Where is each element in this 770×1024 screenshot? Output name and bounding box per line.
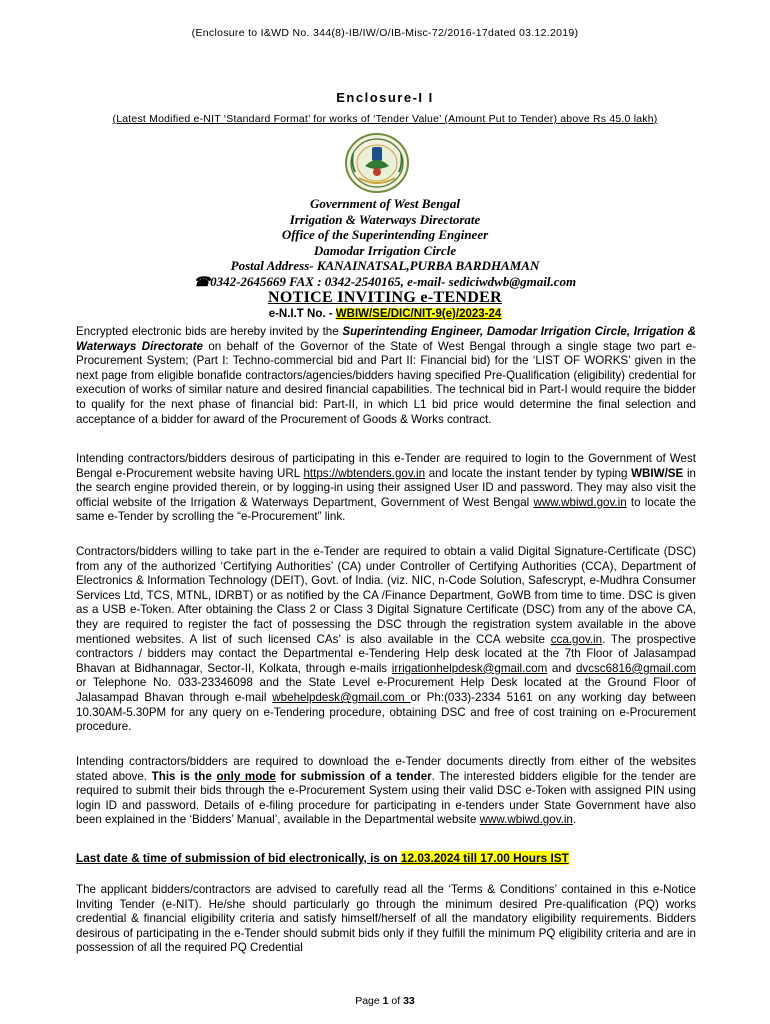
notice-title: NOTICE INVITING e-TENDER (268, 289, 502, 306)
text-run: and locate the instant tender by typing (425, 466, 632, 480)
wbiwd-link[interactable]: www.wbiwd.gov.in (533, 495, 627, 509)
page-number: 1 (382, 995, 389, 1007)
contact-line (0, 274, 770, 290)
irrigation-helpdesk-email[interactable]: irrigationhelpdesk@gmail.com (391, 661, 548, 675)
text-run: . The interested bidders eligible for the tender are required to submit their bids through the e-Procurement System using their valid DSC e-Token with assigned PIN using login ID and password. Details of e-filing procedure for participating in e-tenders under State Government have also been explained in the ‘Bidders’ Manual’, available in the Departmental website (76, 769, 696, 827)
government-name: Government of West Bengal (309, 196, 461, 211)
circle-name: Damodar Irrigation Circle (313, 242, 457, 258)
page-total: 33 (403, 995, 415, 1007)
text-run: and (547, 661, 576, 675)
paragraph-login (76, 452, 696, 525)
office-name: Office of the Superintending Engineer (281, 227, 489, 243)
text-run: Page (355, 995, 383, 1007)
text-run: to locate the same e-Tender by scrolling the “e-Procurement” link. (76, 495, 696, 524)
wbiwd-link[interactable]: www.wbiwd.gov.in (479, 813, 573, 827)
text-run: on behalf of the Governor of the State of West Bengal through a single stage two part e-Procurement System; (Part I: Techno-commercial bid and Part II: Financial bid) for the ‘LIST OF WORKS’ given in the next page from eligible bonafide contractors/agencies/bidders having specified Pre-Qualification (eligibility) credential for execution of works of similar nature and desired financial capabilities. The technical bid in Part-I would require the bidder to qualify for the next phase of financial bid: Part-II, in which L1 bid price would determine the final selection and acceptance of a bidder for award of the Procurement of Goods & Works contract. (76, 339, 697, 426)
nit-number-line (0, 308, 770, 320)
text-run: of (388, 995, 404, 1007)
enclosure-reference: (Enclosure to I&WD No. 344(8)-IB/IW/O/IB-Misc-72/2016-17dated 03.12.2019) (191, 27, 579, 39)
text-run: Intending contractors/bidders desirous of participating in this e-Tender are required to login to the Government of West Bengal e-Procurement website having URL (76, 452, 696, 480)
wbtenders-link[interactable]: https://wbtenders.gov.in (303, 466, 426, 480)
text-run: or Ph:(033)-2334 5161 on any working day between 10.30AM-5.30PM for any query on e-Tendering procedure, obtaining DSC and free of cost training on e-Procurement procedure. (76, 690, 696, 734)
wbe-helpdesk-email[interactable]: wbehelpdesk@gmail.com (272, 690, 411, 704)
submission-deadline (76, 851, 696, 865)
paragraph-invitation (76, 325, 696, 427)
contact-details: 0342-2645669 FAX : 0342-2540165, e-mail- sediciwdwb@gmail.com (210, 273, 577, 289)
text-run: . (572, 813, 577, 827)
text-run: Contractors/bidders willing to take part in the e-Tender are required to obtain a valid Digital Signature-Certificate (DSC) from any of the authorized ‘Certifying Authorities’ (CA) under Controller of Certifying Authorities (CCA), Department of Electronics & Information Technology (DEIT), Govt. of India. (viz. NIC, n-Code Solution, Safescrypt, e-Mudhra Consumer Services Ltd, TCS, MTNL, IDRBT) or as notified by the CA /Finance Department, GoWB from time to time. DSC is given as a USB e-Token. After obtaining the Class 2 or Class 3 Digital Signature Certificate (DSC) from any of the above CA, they are required to register the fact of possessing the DSC through the registration system available in the above mentioned websites. A list of such licensed CAs’ is also available in the CCA website (76, 545, 696, 646)
only-mode-text: only mode (216, 769, 276, 783)
search-code: WBIW/SE (631, 466, 684, 480)
text-run: Encrypted electronic bids are hereby invited by the (76, 325, 343, 338)
text-run: in the search engine provided therein, or by logging-in using their assigned User ID and password. They may also visit the official website of the Irrigation & Waterways Department, Government of West Bengal (76, 466, 696, 509)
dvcsc-email[interactable]: dvcsc6816@gmail.com (575, 661, 696, 675)
text-run: Intending contractors/bidders are required to download the e-Tender documents directly from either of the websites stated above. (76, 755, 696, 783)
telephone-icon: ☎ (193, 273, 211, 289)
only-mode-statement (152, 770, 432, 783)
text-run: This is the (151, 769, 217, 783)
page-footer (0, 995, 770, 1007)
text-run: or Telephone No. 033-23346098 and the State Level e-Procurement Help Desk located at the Ground Floor of Jalasampad Bhavan through e-mail (76, 676, 696, 704)
deadline-label: Last date & time of submission of bid electronically, is on (76, 851, 401, 865)
nit-number: WBIW/SE/DIC/NIT-9(e)/2023-24 (335, 308, 502, 320)
postal-address: Postal Address- KANAINATSAL,PURBA BARDHAMAN (230, 258, 540, 274)
enclosure-title: Enclosure-I I (336, 90, 434, 105)
cca-link[interactable]: cca.gov.in (550, 632, 603, 646)
enclosure-subtitle: (Latest Modified e-NIT ‘Standard Format’ for works of ‘Tender Value’ (Amount Put to Tender) above Rs 45.0 lakh) (112, 113, 658, 125)
paragraph-terms: The applicant bidders/contractors are advised to carefully read all the ‘Terms & Conditions’ contained in this e-Notice Inviting Tender (e-NIT). He/she should particularly go through the minimum desired Pre-qualification (PQ) works credential & financial eligibility criteria and satisfy himself/herself of all the mandatory eligibility requirements. Bidders desirous of participating in the e-Tender should submit bids only if they fulfill the minimum PQ eligibility criteria and are in possession of all the required PQ Credential (76, 883, 696, 955)
issuing-authority: Superintending Engineer, Damodar Irrigation Circle, Irrigation & Waterways Directorate (76, 325, 697, 353)
deadline-value: 12.03.2024 till 17.00 Hours IST (400, 851, 569, 865)
text-run: for submission of a tender (275, 769, 432, 783)
office-address-block (0, 196, 770, 290)
paragraph-dsc (76, 545, 696, 735)
directorate-name: Irrigation & Waterways Directorate (289, 211, 481, 227)
nit-prefix: e-N.I.T No. - (268, 308, 336, 320)
west-bengal-emblem-icon (343, 132, 411, 194)
paragraph-download (76, 755, 696, 828)
text-run: . The prospective contractors / bidders may contact the Departmental e-Tendering Help desk located at the 7th Floor of Jalasampad Bhavan at Bidhannagar, Sector-II, Kolkata, through e-mails (76, 632, 696, 675)
